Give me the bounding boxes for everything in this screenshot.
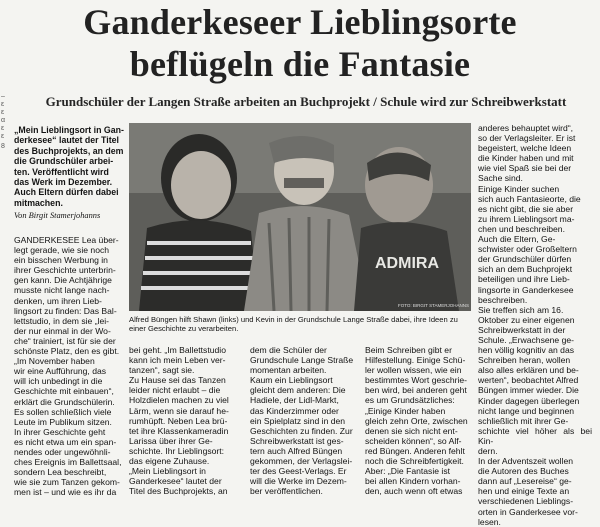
headline-line-1: Ganderkeseer Lieblingsorte <box>83 2 517 42</box>
photo-caption: Alfred Büngen hilft Shawn (links) und Kevin in der Grundschule Lange Straße dabei, ihre Ideen zu einer Geschichte zu verarbeiten. <box>129 315 458 334</box>
text-column-3: dem die Schüler der Grundschule Lange Straße momentan arbeiten. Kaum ein Lieblingsort gleicht dem anderen: Die Hadiele, der Lidl-Markt, das Kinderzimmer oder ein Spielplatz sind in den Geschichten zu finden. Zur Schreibwerkstatt ist ges- tern auch Alfred Büngen gekommen, der Verlagslei- ter des Geest-Verlags. Er will die Werke im Dezem- ber veröffentlichen. <box>250 345 354 497</box>
subheadline: Grundschüler der Langen Straße arbeiten an Buchprojekt / Schule wird zur Schreibwerkstatt <box>45 94 567 109</box>
margin-mark: ε <box>1 101 5 108</box>
margin-mark: ε <box>1 133 5 140</box>
margin-mark: – <box>1 93 5 100</box>
shirt-text: ADMIRA <box>375 255 439 272</box>
headline-line-2: beflügeln die Fantasie <box>129 44 471 84</box>
text-column-1: GANDERKESEE Lea über- legt gerade, wie sie noch ein bisschen Werbung in ihrer Geschichte unterbrin- gen kann. Die Achtjährige musste nicht lange nach- denken, um ihren Lieb- lingsort zu finden: Das Bal- lettstudio, in dem sie „lei- der nur einmal in der Wo- che“ trainiert, ist für sie der schönste Platz, den es gibt. „Im November haben wir eine Aufführung, das will ich unbedingt in die Geschichte mit einbauen“, erklärt die Grundschülerin. Es sollen schließlich viele Leute im Publikum sitzen. In ihrer Geschichte geht es nicht etwa um ein span- nendes oder ungewöhnli- ches Ereignis im Ballettsaal, sondern Lea beschreibt, wie sie zum Tanzen gekom- men ist – und wie es ihr da <box>14 235 122 498</box>
margin-mark: α <box>1 117 6 124</box>
article-photo <box>129 123 471 311</box>
author-byline: Von Birgit Stamerjohanns <box>14 211 101 220</box>
text-column-5: anderes behauptet wird“, so der Verlagsleiter. Er ist begeistert, welche Ideen die Kinder haben und mit wie viel Spaß sie bei der Sache sind. Einige Kinder suchen sich auch Fantasieorte, die es nicht gibt, die sie aber zu ihrem Lieblingsort ma- chen und beschreiben. Auch die Eltern, Ge- schwister oder Großeltern der Grundschüler dürfen sich an dem Buchprojekt beteiligen und ihre Lieb- lingsorte in Ganderkesee beschreiben. Sie treffen sich am 16. Oktober zu einer eigenen Schreibwerkstatt in der Schule. „Erwachsene ge- hen völlig kognitiv an das Schreiben heran, wollen also alles erklären und be- werten“, beobachtet Alfred Büngen immer wieder. Die Kinder dagegen überlegen nicht lange und beginnen schließlich mit ihrer Ge- schichte viel höher als bei Kin- dern. In der Adventszeit wollen die Autoren des Buches dann auf „Lesereise“ ge- hen und einige Texte an verschiedenen Lieblings- orten in Ganderkesee vor- lesen. <box>478 123 592 527</box>
text-column-4: Beim Schreiben gibt er Hilfestellung. Einige Schü- ler wollen wissen, wie ein bestimmtes Wort geschrie- ben wird, bei anderen geht es um Grundsätzliches: „Einige Kinder haben gleich zehn Orte, zwischen denen sie sich nicht ent- scheiden können“, so Alf- red Büngen. Anderen fehlt noch die Schreibfertigkeit. Aber: „Die Fantasie ist bei allen Kindern vorhan- den, auch wenn oft etwas <box>365 345 468 497</box>
photo-credit: FOTO: BIRGIT STAMERJOHANNS <box>398 303 470 308</box>
margin-mark: ε <box>1 109 5 116</box>
photo-illustration <box>129 123 471 311</box>
margin-mark: 8 <box>1 143 5 150</box>
text-column-2: bei geht. „Im Ballettstudio kann ich mein Leben ver- tanzen“, sagt sie. Zu Hause sei das Tanzen leider nicht erlaubt – die Holzdielen machen zu viel Lärm, wenn sie darauf he- rumhüpft. Neben Lea brü- tet ihre Klassenkameradin Larissa über ihrer Ge- schichte. Ihr Lieblingsort: das eigene Zuhause. „Mein Lieblingsort in Ganderkesee“ lautet der Titel des Buchprojekts, an <box>129 345 229 497</box>
margin-mark: ε <box>1 125 5 132</box>
lead-paragraph: „Mein Lieblingsort in Gan- derkesee“ lautet der Titel des Buchprojekts, an dem die Grundschüler arbei- ten. Veröffentlicht wird das Werk im Dezember. Auch Eltern dürfen dabei mitmachen. <box>14 125 124 208</box>
